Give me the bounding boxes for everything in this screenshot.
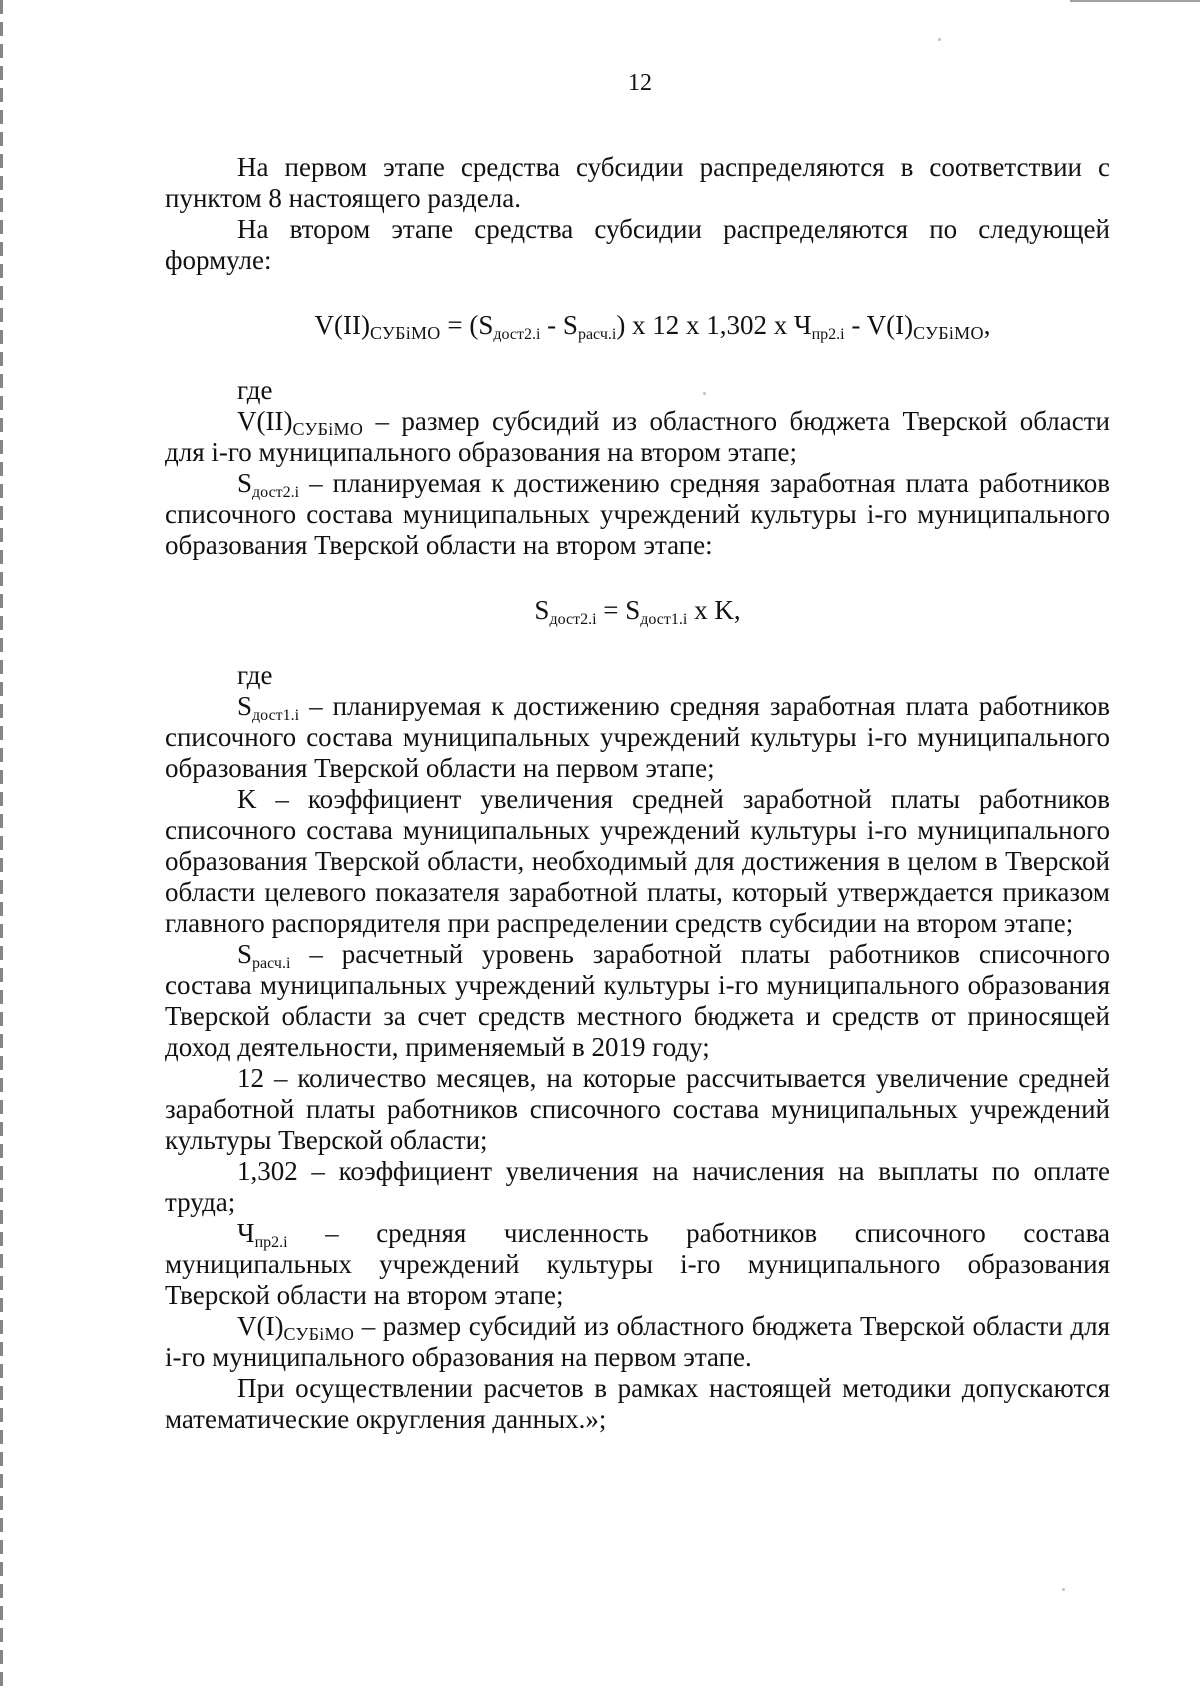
definition-coefficient: 1,302 – коэффициент увеличения на начисления на выплаты по оплате труда; (165, 1156, 1110, 1217)
scan-edge-top (1070, 0, 1200, 2)
scan-speck (938, 38, 941, 41)
scan-edge-left (0, 0, 3, 1694)
definition-v1: $V(I)_{СУБiМО}$ – размер субсидий из областного бюджета Тверской области для i-го муниципального образования на первом этапе. (165, 1311, 1110, 1372)
definition-v2: $V(II)_{СУБiМО}$ – размер субсидий из областного бюджета Тверской области для i-го муниципального образования на втором этапе; (165, 406, 1110, 467)
definition-months: 12 – количество месяцев, на которые рассчитывается увеличение средней заработной платы работников списочного состава муниципальных учреждений культуры Тверской области; (165, 1063, 1110, 1155)
paragraph-stage-one: На первом этапе средства субсидии распределяются в соответствии с пунктом 8 настоящего раздела. (165, 152, 1110, 213)
definition-k: K – коэффициент увеличения средней заработной платы работников списочного состава муниципальных учреждений культуры i-го муниципального образования Тверской области, необходимый для достижения в целом в Тверской области целевого показателя заработной платы, который утверждается приказом главного распорядителя при распределении средств субсидии на втором этапе; (165, 784, 1110, 938)
paragraph-stage-two: На втором этапе средства субсидии распределяются по следующей формуле: (165, 214, 1110, 275)
where-label: где (237, 375, 273, 405)
document-body (165, 152, 1110, 1435)
page-number: 12 (628, 70, 652, 96)
formula-subsidy-stage-two: $V(II)_{СУБiМО} = (S_{дост2.i} - S_{расч.i})$ x 12 x 1,302 x $Ч_{пр2.i} - V(I)_{СУБiМО}$, (314, 310, 991, 343)
definition-ch: $Ч_{пр2.i}$ – средняя численность работников списочного состава муниципальных учреждений культуры i-го муниципального образования Тверской области на втором этапе; (165, 1218, 1110, 1310)
definition-s-dost2: $S_{дост2.i}$ – планируемая к достижению средняя заработная плата работников списочного состава муниципальных учреждений культуры i-го муниципального образования Тверской области на втором этапе: (165, 468, 1110, 560)
scan-speck (1062, 1588, 1065, 1591)
paragraph-rounding: При осуществлении расчетов в рамках настоящей методики допускаются математические округления данных.»; (165, 1373, 1110, 1434)
definition-s-rasch: $S_{расч.i}$ – расчетный уровень заработной платы работников списочного состава муниципальных учреждений культуры i-го муниципального образования Тверской области за счет средств местного бюджета и средств от приносящей доход деятельности, применяемый в 2019 году; (165, 939, 1110, 1062)
definition-s-dost1: $S_{дост1.i}$ – планируемая к достижению средняя заработная плата работников списочного состава муниципальных учреждений культуры i-го муниципального образования Тверской области на первом этапе; (165, 691, 1110, 783)
formula-s-dost2: $S_{дост2.i} = S_{дост1.i}$ x K, (534, 595, 741, 628)
where-label: где (237, 660, 273, 690)
